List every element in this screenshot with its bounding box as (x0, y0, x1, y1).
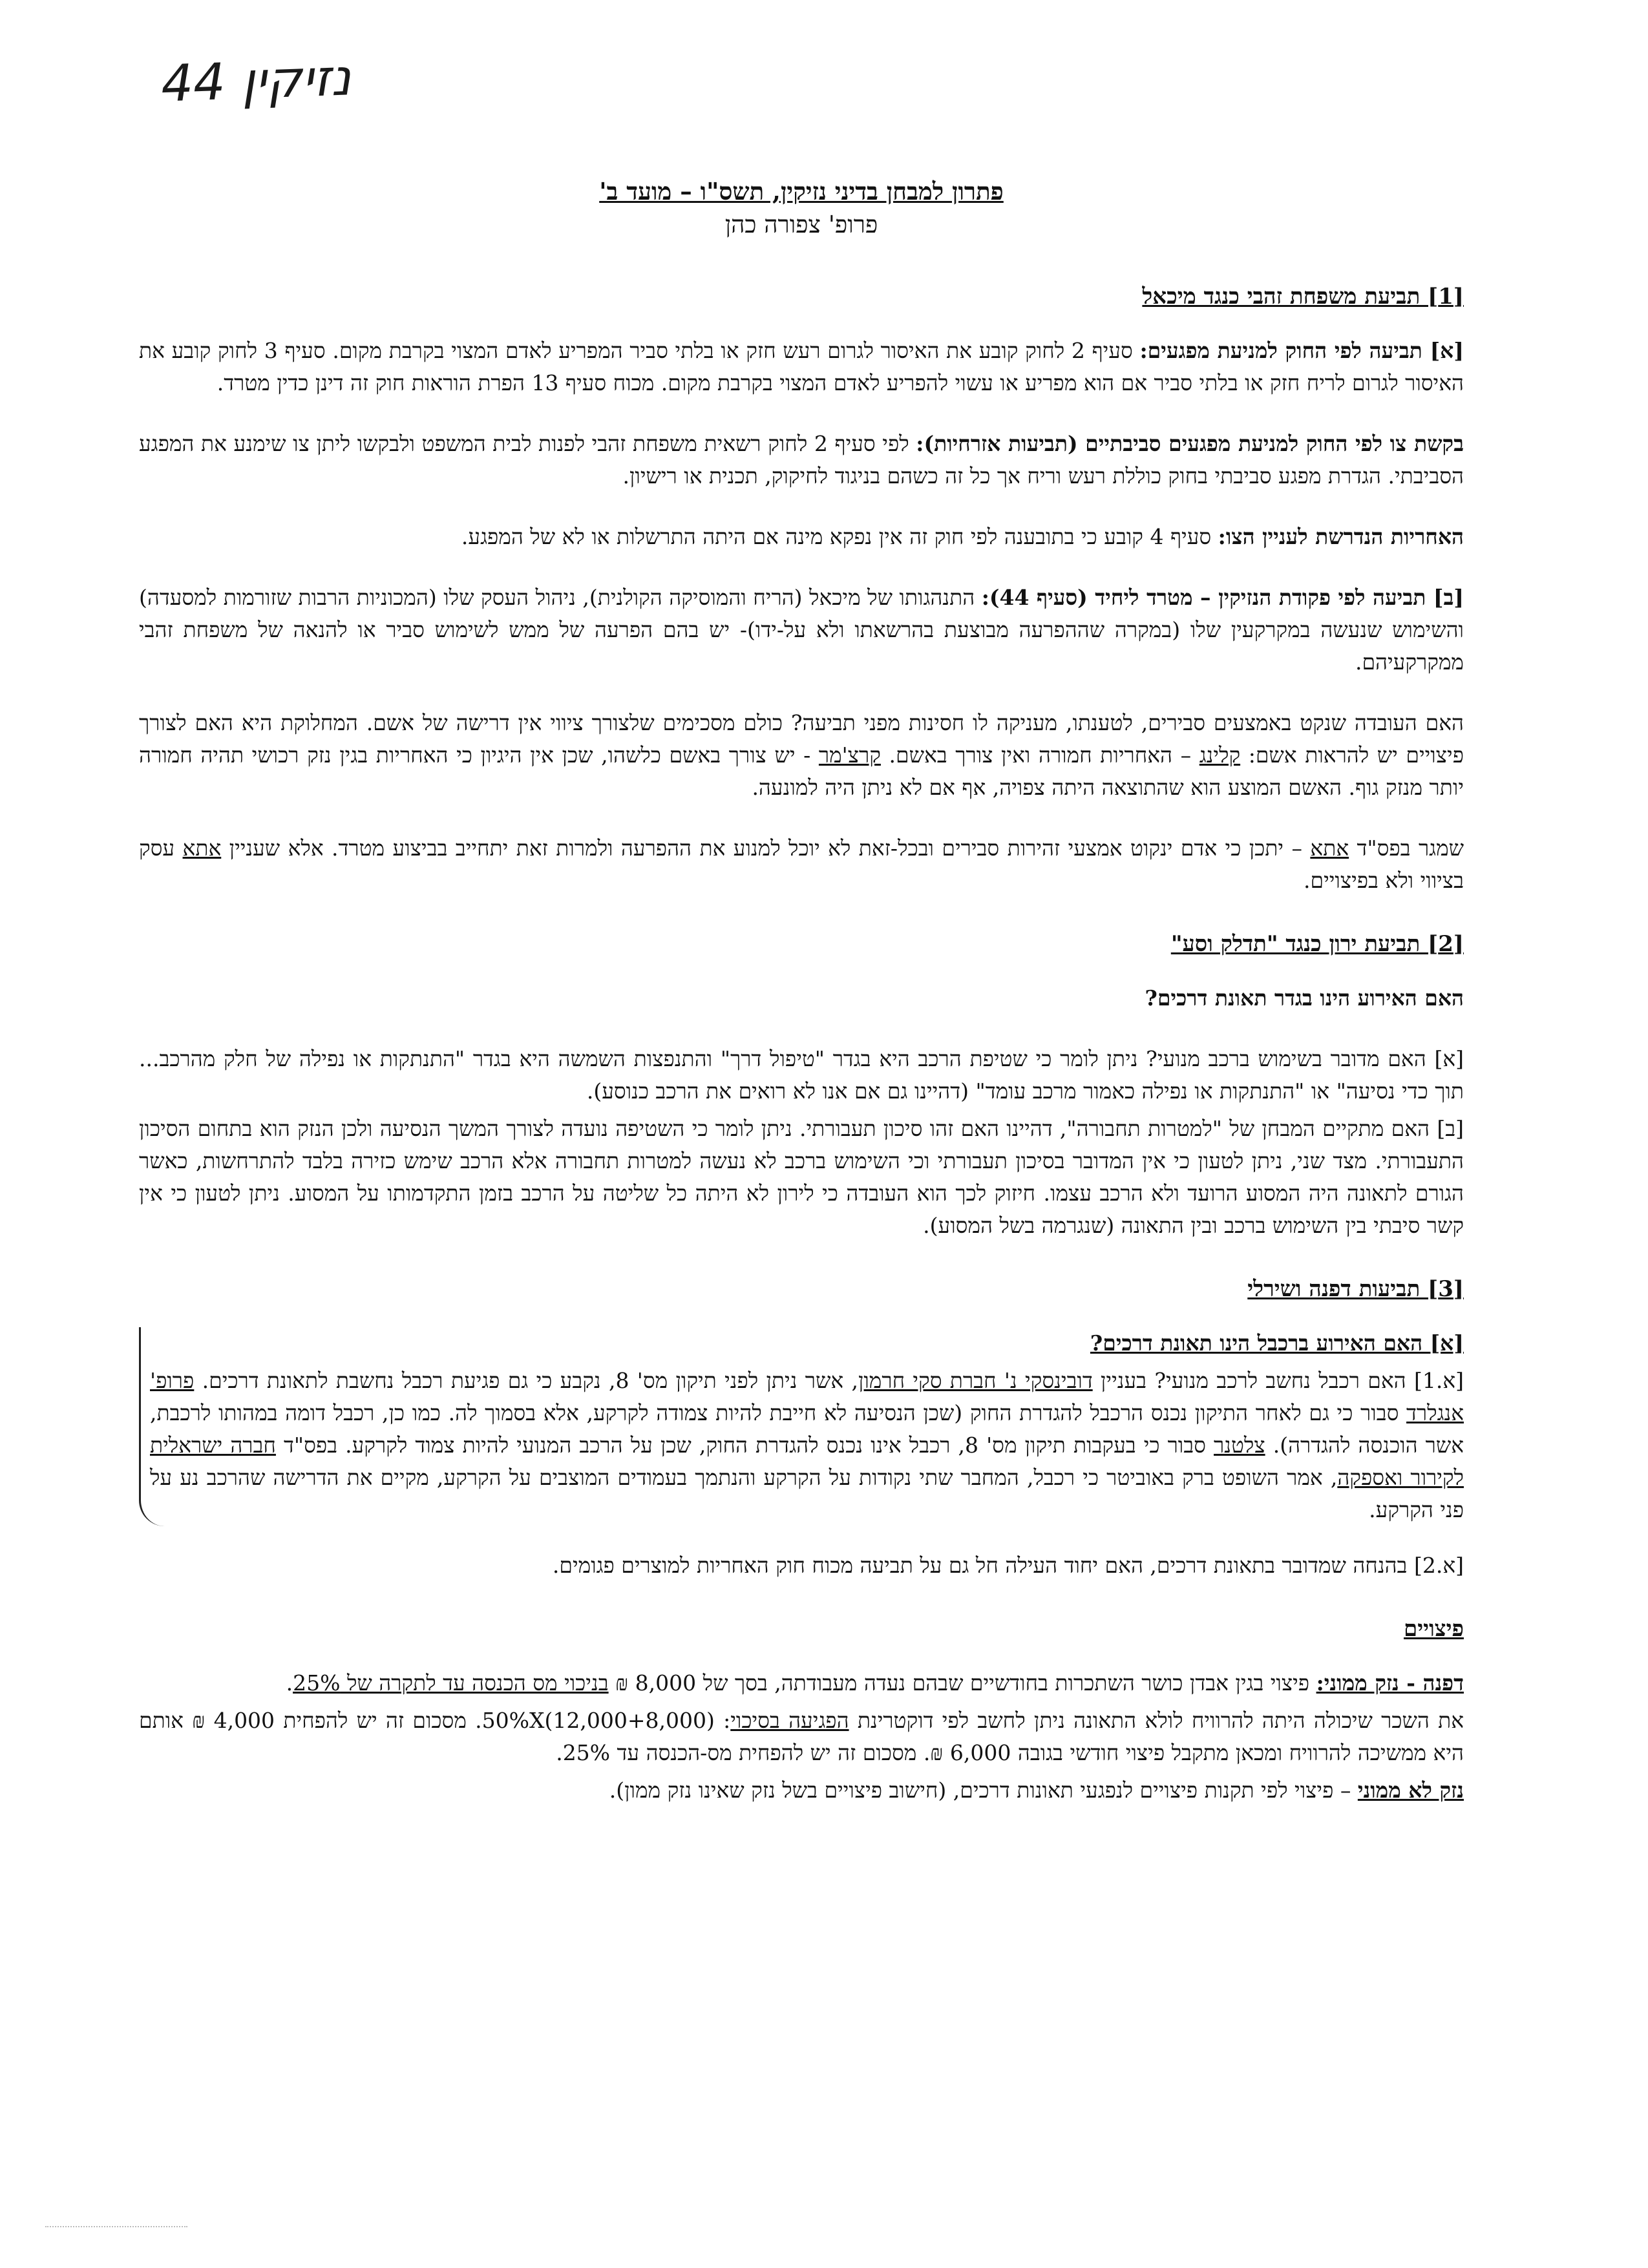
section-3-heading: [3] תביעות דפנה ושירלי (1247, 1276, 1464, 1302)
text-run: סבור כי בעקבות תיקון מס' 8, רכבל אינו נכנס להגדרת החוק, שכן על הרכב המנועי להיות צמוד לקרקע. בפס"ד (275, 1433, 1214, 1458)
scan-artifact (45, 2226, 187, 2229)
author-name-zeltner: צלטנר (1214, 1433, 1265, 1458)
compensation-heading: פיצויים (1404, 1616, 1464, 1642)
paragraph-lead: דפנה - נזק ממוני: (1316, 1670, 1464, 1696)
document-title: פתרון למבחן בדיני נזיקין, תשס"ו – מועד ב' (599, 177, 1004, 205)
paragraph-text: סעיף 4 קובע כי בתובענה לפי חוק זה אין נפקא מינה אם היתה התרשלות או לא של המפגע. (461, 524, 1218, 549)
text-run: – פיצוי לפי תקנות פיצויים לנפגעי תאונות דרכים, (חישוב פיצויים בשל נזק שאינו נזק ממון). (609, 1778, 1358, 1803)
text-run: פיצוי בגין אבדן כושר השתכרות בחודשיים שבהם נעדה מעבודתה, בסך של 8,000 ₪ (608, 1670, 1316, 1696)
section-1-paragraph-2 (139, 428, 1464, 492)
paragraph-text: התנהגותו של מיכאל (הריח והמוסיקה הקולנית), ניהול העסק שלו (המכוניות הרבות שזורמות למסעדה) והשימוש שנעשה במקרקעין שלו (במקרה שההפרעה מבוצעת בהרשאתו ולא על-ידו)- יש בהם הפרעה של ממש לשימוש סביר או להנאה של משפחת זהבי ממקרקעיהם. (139, 585, 1464, 675)
author-name-engelard: פרופ' אנגלרד (150, 1368, 1464, 1425)
text-run: האם העובדה שנקט באמצעים סבירים, לטענתו, מעניקה לו חסינות מפני תביעה? כולם מסכימים שלצורך ציווי אין דרישה של אשם. המחלוקת היא האם לצורך פיצויים יש להראות אשם: (139, 710, 1464, 768)
text-run: [א.1] האם רכבל נחשב לרכב מנועי? בעניין (1092, 1368, 1464, 1393)
text-run: - יש צורך באשם כלשהו, שכן אין היגיון כי האחריות בגין נזק רכושי תהיה חמורה יותר מנזק גוף. האשם המוצע הוא שהתוצאה היתה צפויה, אף אם לא ניתן היה למונעה. (139, 742, 1464, 800)
section-3-paragraph-a1 (150, 1365, 1464, 1526)
paragraph-lead: האחריות הנדרשת לעניין הצו: (1218, 524, 1464, 549)
text-run: , אשר ניתן לפני תיקון מס' 8, נקבע כי גם פגיעת רכבל נחשבת לתאונת דרכים. (194, 1368, 858, 1393)
case-name-dubinsky: דובינסקי נ' חברת סקי חרמון (858, 1368, 1093, 1393)
handwritten-note: נזיקין 44 (160, 48, 352, 114)
case-name-ata: אתא (182, 835, 222, 861)
text-run: – האחריות חמורה ואין צורך באשם. (880, 742, 1199, 768)
paragraph-lead: בקשת צו לפי החוק למניעת מפגעים סביבתיים (תביעות אזרחיות): (916, 431, 1464, 456)
text-run: , אמר השופט ברק באוביטר כי רכבל, המחבר שתי נקודות על הקרקע והנתמך בעמודים המוצבים על הקרקע, מקיים את הדרישה שהרכב נע על פני הקרקע. (150, 1465, 1464, 1522)
text-run: סבור כי גם לאחר התיקון נכנס הרכבל להגדרת החוק (שכן הנסיעה לא חייבת להיות צמודה לקרקע, אלא בסמוך לה. כמו כן, רכבל דומה במהותו לרכבת, אשר הוכנסה להגדרה). (150, 1400, 1464, 1458)
case-name-kling: קלינג (1199, 742, 1241, 768)
section-2-heading: [2] תביעת ירון כנגד "תדלק וסע" (1170, 931, 1464, 957)
text-run: – יתכן כי אדם ינקוט אמצעי זהירות סבירים ובכל-זאת לא יוכל למנוע את ההפרעה ולמרות זאת יתחייב בביצוע מטרד. אלא שעניין (221, 835, 1311, 861)
paragraph-lead: [ב] תביעה לפי פקודת הנזיקין – מטרד ליחיד (סעיף 44): (981, 585, 1464, 610)
compensation-paragraph-3 (139, 1774, 1464, 1807)
paragraph-text: סעיף 2 לחוק קובע את האיסור לגרום רעש חזק או בלתי סביר המפריע לאדם המצוי בקרבת מקום. סעיף 3 לחוק קובע את האיסור לגרום לריח חזק או בלתי סביר אם הוא מפריע או עשוי להפריע לאדם המצוי בקרבת מקום. מכוח סעיף 13 הפרת הוראות חוק זה דינן כדין מטרד. (139, 338, 1464, 395)
title-block (139, 174, 1464, 242)
section-1-heading: [1] תביעת משפחת זהבי כנגד מיכאל (1142, 284, 1464, 310)
section-1-paragraph-5 (139, 707, 1464, 804)
case-name-ata: אתא (1310, 835, 1349, 861)
paragraph-text: לפי סעיף 2 לחוק רשאית משפחת זהבי לפנות לבית המשפט ולבקשו ליתן צו שימנע את המפגע הסביבתי. הגדרת מפגע סביבתי בחוק כוללת רעש וריח אך כל זה כשהם בניגוד לחיקוק, תכנית או רישיון. (139, 431, 1464, 488)
section-2-paragraph-1: [א] האם מדובר בשימוש ברכב מנועי? ניתן לומר כי שטיפת הרכב היא בגדר "טיפול דרך" והתנפצות השמשה היא בגדר "התנתקות או נפילה של חלק מהרכב... תוך כדי נסיעה" או "התנתקות או נפילה כאמור מרכב עומד" (דהיינו גם אם אנו לא רואים את הרכב כנוסע). (139, 1046, 1464, 1104)
section-3-bracketed-block (139, 1327, 1464, 1526)
text-run: עסק בציווי ולא בפיצויים. (139, 835, 1464, 893)
document-body (139, 174, 1464, 1835)
doctrine-name: הפגיעה בסיכוי (730, 1708, 849, 1733)
section-2-subheading: האם האירוע הינו בגדר תאונת דרכים? (1145, 985, 1464, 1011)
section-2-paragraph-2: [ב] האם מתקיים המבחן של "למטרות תחבורה", דהיינו האם זהו סיכון תעבורתי. ניתן לומר כי השטיפה נועדה לצורך המשך הנסיעה ולכן הנזק הוא בתחום הסיכון התעבורתי. מצד שני, ניתן לטעון כי אין המדובר בסיכון תעבורתי וכי השימוש ברכב לא נעשה למטרות תחבורה אלא הרכב שימש כזירה בלבד להתרחשות, כאשר הגורם לתאונה היה המסוע הרועד ולא הרכב עצמו. חיזוק לכך הוא העובדה כי לירון לא היתה כל שליטה על הרכב בזמן התקדמותו על המסוע. ניתן לטעון כי אין קשר סיבתי בין השימוש ברכב ובין התאונה (שנגרמה בשל המסוע). (139, 1116, 1464, 1238)
paragraph-lead: נזק לא ממוני (1357, 1778, 1464, 1803)
document-author: פרופ' צפורה כהן (724, 211, 878, 238)
compensation-paragraph-2 (139, 1705, 1464, 1769)
compensation-paragraph-1 (139, 1667, 1464, 1699)
section-1-paragraph-1 (139, 335, 1464, 399)
section-1-paragraph-6 (139, 832, 1464, 897)
author-name-kretzmer: קרצ'מר (818, 742, 881, 768)
paragraph-lead: [א] תביעה לפי החוק למניעת מפגעים: (1139, 338, 1464, 363)
text-run: : 50%X(12,000+8,000). מסכום זה יש להפחית 4,000 ₪ אותם היא ממשיכה להרוויח ומכאן מתקבל פיצוי חודשי בגובה 6,000 ₪. מסכום זה יש להפחית מס-הכנסה עד 25%. (139, 1708, 1464, 1765)
text-run: שמגר בפס"ד (1349, 835, 1464, 861)
section-1-paragraph-4 (139, 582, 1464, 678)
section-3-paragraph-a2: [א.2] בהנחה שמדובר בתאונת דרכים, האם יחוד העילה חל גם על תביעה מכוח חוק האחריות למוצרים פגומים. (552, 1553, 1464, 1578)
section-3-subheading: [א] האם האירוע ברכבל הינו תאונת דרכים? (1090, 1330, 1464, 1356)
underlined-phrase: בניכוי מס הכנסה עד לתקרה של 25% (293, 1670, 609, 1696)
case-name-cooling-supply: חברה ישראלית לקירור ואספקה (150, 1433, 1464, 1490)
section-1-paragraph-3 (139, 521, 1464, 553)
text-run: את השכר שיכולה היתה להרוויח לולא התאונה ניתן לחשב לפי דוקטרינת (849, 1708, 1464, 1733)
text-run: . (286, 1670, 293, 1696)
